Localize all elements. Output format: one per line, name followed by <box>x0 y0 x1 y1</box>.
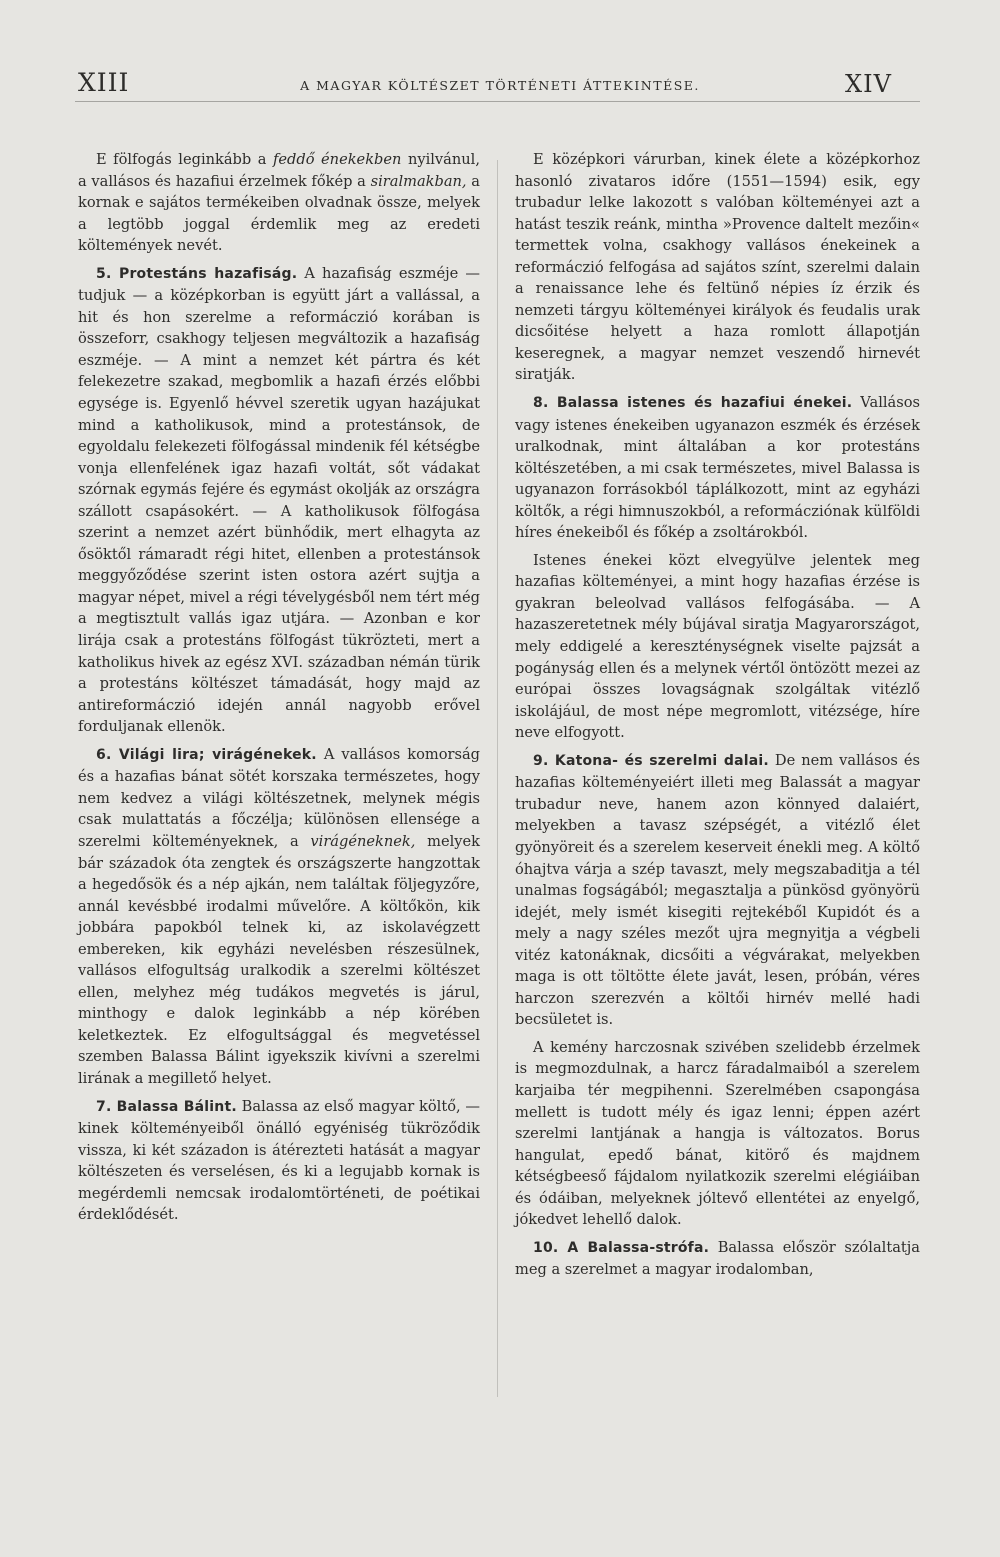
paragraph <box>78 263 480 738</box>
paragraph: Istenes énekei közt elvegyülve jelentek meg hazafias költeményei, a mint hogy hazafias érzése is gyakran beleolvad vallásos felfogásába. — A hazaszeretetnek mély bújával siratja Magyarországot, mely eddigelé a kereszténységnek viselte pajzsát a pogányság ellen és a melynek vértől öntözött mezei az európai összes lovagságnak szolgáltak vitézlő iskolájául, de most népe megromlott, vitézsége, híre neve elfogyott. <box>515 551 920 742</box>
page-number-left: XIII <box>78 68 130 97</box>
running-title: A MAGYAR KÖLTÉSZET TÖRTÉNETI ÁTTEKINTÉSE. <box>300 78 700 93</box>
paragraph <box>78 149 480 257</box>
emphasis: feddő énekekben <box>273 151 402 168</box>
left-column <box>78 149 480 1226</box>
paragraph: E középkori várurban, kinek élete a középkorhoz hasonló zivataros időre (1551—1594) esik, egy trubadur lelke lakozott s valóban költeményei azt a hatást teszik reánk, mintha »Provence daltelt mezőin« termettek volna, csakhogy vallásos énekeinek a reformáczió felfogása ad sajátos színt, szerelmi dalain a renaissance lehe és feltünő népies íz érzik és nemzeti tárgyu költeményei királyok és feudalis urak dicsőitése helyett a haza romlott állapotján keseregnek, a magyar nemzet veszendő hirnevét siratják. <box>515 151 920 384</box>
text: A vallásos komorság és a hazafias bánat sötét korszaka természetes, hogy nem kedvez a világi költészetnek, melynek mégis csak mulattatás a főczélja; különösen ellensége a szerelmi költeményeknek, a <box>78 745 480 850</box>
header-rule <box>75 101 920 102</box>
paragraph <box>78 1096 480 1226</box>
emphasis: siralmakban, <box>370 172 467 190</box>
text: E fölfogás leginkább a <box>96 151 273 168</box>
section-heading: 5. Protestáns hazafiság. <box>96 265 298 282</box>
text: A hazafiság eszméje — tudjuk — a középkorban is együtt járt a vallással, a hit és hon szerelme a reformáczió korában is összeforr, csakhogy teljesen megváltozik a hazafiság eszméje. — A mint a nemzet két pártra és két felekezetre szakad, megbomlik a hazafi érzés előbbi egysége is. Egyenlő hévvel szeretik ugyan hazájukat mind a katholikusok, mind a protestánsok, de egyoldalu felekezeti fölfogással mindenik fél kétségbe vonja ellenfelének igaz hazafi voltát, sőt vádakat szórnak egymás fejére és egymást okolják az országra szállott csapásokért. — A katholikusok fölfogása szerint a nemzet azért bünhődik, mert elhagyta az ősöktől rámaradt régi hitet, ellenben a protestánsok meggyőződése szerint isten ostora azért sujtja a magyar népet, mivel a régi tévelygésből nem tért még a megtisztult vallás igaz utjára. — Azonban e kor lirája csak a protestáns fölfogást tükrözteti, mert a katholikus hivek az egész XVI. században némán türik a protestáns költészet támadását, hogy majd az antireformáczió idején annál nagyobb erővel forduljanak ellenök. <box>78 264 480 736</box>
section-heading: 6. Világi lira; virágénekek. <box>96 746 317 763</box>
text: De nem vallásos és hazafias költeményeiért illeti meg Balassát a magyar trubadur neve, hanem azon könnyed dalaiért, melyekben a tavasz szépségét, a vitézlő élet gyönyöreit és a szerelem keserveit énekli meg. A költő óhajtva várja a szép tavaszt, mely megszabaditja a tél unalmas fogságából; megasztalja a pünkösd gyönyörü idejét, mely ismét kisegiti rejtekéből Kupidót és a mely a nagy széles mezőt ujra megnyitja a végbeli vitéz katonáknak, dicsőiti a végvárakat, melyekben maga is ott töltötte élete javát, lesen, próbán, véres harczon szerezvén a költői hirnév mellé hadi becsületet is. <box>515 751 920 1029</box>
paragraph <box>515 1237 920 1281</box>
text: a kornak e sajátos termékeiben olvadnak össze, melyek a legtöbb joggal érdemlik meg az eredeti költemények nevét. <box>78 172 481 255</box>
text: nyilvánul, a vallásos és hazafiui érzelmek főkép a <box>78 151 480 190</box>
text: Balassa először szólaltatja meg a szerelmet a magyar irodalomban, <box>515 1238 921 1279</box>
paragraph: A kemény harczosnak szivében szelidebb érzelmek is megmozdulnak, a harcz fáradalmaiból a szerelem karjaiba tér megpihenni. Szerelmében csapongása mellett is tudott mély és igaz lenni; éppen azért szerelmi lantjának a hangja is változatos. Borus hangulat, epedő bánat, kitörő és majdnem kétségbeeső fájdalom nyilatkozik szerelmi elégiáiban és ódáiban, melyeknek jóltevő ellentétei az enyelgő, jókedvet lehellő dalok. <box>515 1038 920 1229</box>
section-heading: 10. A Balassa-strófa. <box>533 1239 710 1256</box>
page-number-right: XIV <box>845 70 892 98</box>
emphasis: virágéneknek, <box>310 832 416 850</box>
text: melyek bár századok óta zengtek és országszerte hangzottak a hegedősök és a nép ajkán, nem találtak följegyzőre, annál kevésbbé irodalmi művelőre. A költőkön, kik jobbára papokból telnek ki, az iskolavégzett embereken, kik egyházi nevelésben részesülnek, vallásos elfogultság uralkodik a szerelmi költészet ellen, melyhez még tudákos megvetés is járul, minthogy e dalok leginkább a nép körében keletkeztek. Ez elfogultsággal és megvetéssel szemben Balassa Bálint igyekszik kivívni a szerelmi lirának a megillető helyet. <box>78 832 480 1087</box>
right-column <box>515 149 920 1281</box>
paragraph <box>515 750 920 1031</box>
paragraph <box>78 744 480 1090</box>
column-divider <box>497 160 498 1397</box>
section-heading: 9. Katona- és szerelmi dalai. <box>533 752 769 769</box>
section-heading: 8. Balassa istenes és hazafiui énekei. <box>533 395 853 412</box>
section-heading: 7. Balassa Bálint. <box>96 1098 237 1115</box>
text: Balassa az első magyar költő, — kinek költeményeiből önálló egyéniség tükröződik vissza, ki két századon is átérezteti hatását a magyar költészeten és verselésen, és ki a legujabb kornak is megérdemli nemcsak irodalomtörténeti, de poétikai érdeklődését. <box>78 1097 480 1224</box>
paragraph <box>515 392 920 544</box>
text: Vallásos vagy istenes énekeiben ugyanazon eszmék és érzések uralkodnak, mint általában a kor protestáns költészetében, a mi csak természetes, mivel Balassa is ugyanazon forrásokból táplálkozott, mint az egyházi költők, a régi himnuszokból, a reformácziónak külföldi híres énekeiből és főkép a zsoltárokból. <box>515 394 920 542</box>
